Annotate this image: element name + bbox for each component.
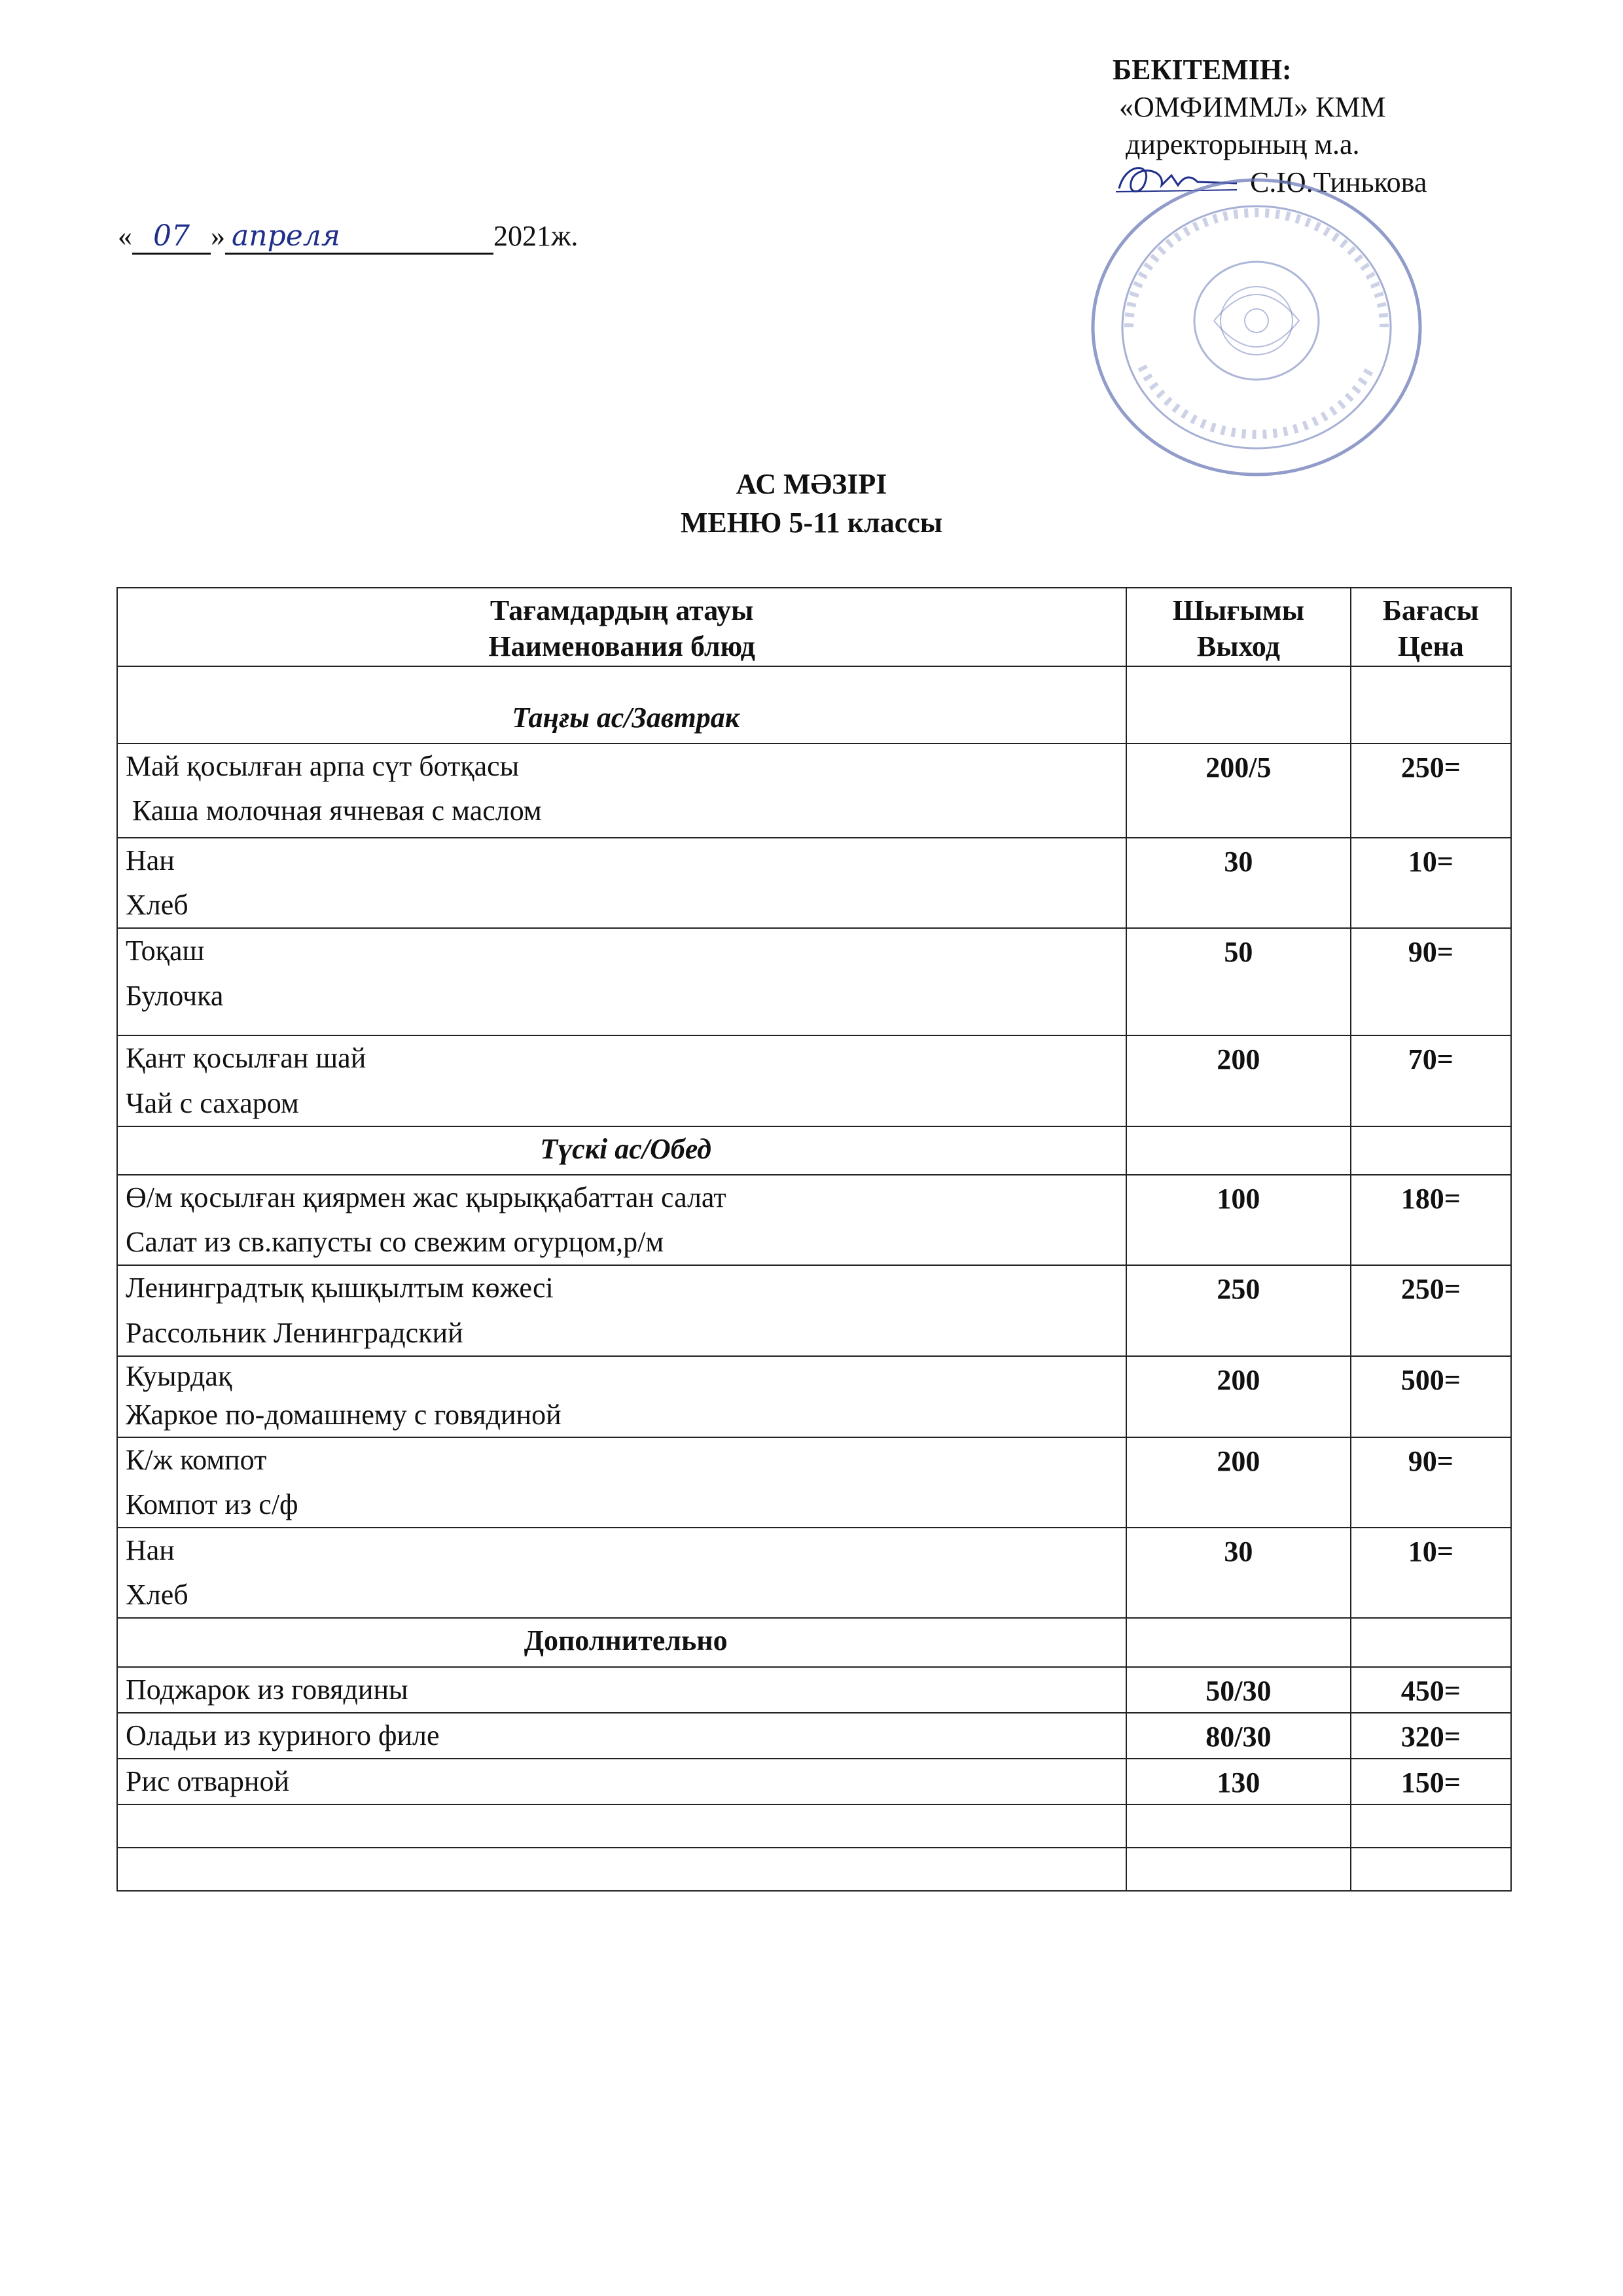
menu-table	[116, 587, 1512, 1892]
table-row-empty	[117, 1804, 1511, 1848]
approver-name: С.Ю.Тинькова	[1250, 166, 1427, 198]
dish-price: 250=	[1351, 744, 1511, 838]
header-price-ru: Цена	[1397, 630, 1464, 662]
dish-yield: 30	[1126, 838, 1350, 928]
dish-ru: Салат из св.капусты со свежим огурцом,р/м	[126, 1226, 664, 1259]
dish-yield: 130	[1126, 1759, 1350, 1804]
dish-yield: 80/30	[1126, 1713, 1350, 1759]
table-row-empty	[117, 1848, 1511, 1891]
dish-ru: Булочка	[126, 979, 224, 1012]
section-row-breakfast	[117, 666, 1511, 744]
dish-price: 90=	[1351, 928, 1511, 1035]
date-open-quote: «	[118, 220, 132, 252]
dish-kk: Тоқаш	[126, 935, 205, 967]
dish-ru: Каша молочная ячневая с маслом	[132, 795, 542, 827]
header-yield-kk: Шығымы	[1172, 594, 1305, 626]
dish-price: 70=	[1351, 1035, 1511, 1126]
dish-ru: Рис отварной	[126, 1765, 290, 1797]
dish-yield: 200/5	[1126, 744, 1350, 838]
dish-ru: Компот из с/ф	[126, 1488, 298, 1520]
dish-yield: 200	[1126, 1356, 1350, 1437]
date-year: 2021ж.	[493, 220, 579, 252]
dish-kk: Ө/м қосылған қиярмен жас қырыққабаттан салат	[126, 1181, 726, 1213]
table-row	[117, 1759, 1511, 1804]
header-price-kk: Бағасы	[1382, 594, 1479, 626]
table-row	[117, 744, 1511, 838]
section-title: Дополнительно	[117, 1618, 1126, 1666]
dish-yield: 200	[1126, 1035, 1350, 1126]
dish-ru: Хлеб	[126, 1579, 188, 1611]
header-name	[117, 588, 1126, 666]
round-seal-icon	[1083, 170, 1430, 484]
dish-kk: К/ж компот	[126, 1443, 267, 1476]
header-price	[1351, 588, 1511, 666]
table-row	[117, 1265, 1511, 1355]
dish-kk: Нан	[126, 844, 175, 876]
section-row-additional	[117, 1618, 1511, 1666]
dish-price: 150=	[1351, 1759, 1511, 1804]
dish-yield: 50/30	[1126, 1667, 1350, 1713]
header-yield-ru: Выход	[1196, 630, 1280, 662]
dish-price: 90=	[1351, 1437, 1511, 1528]
table-row	[117, 1713, 1511, 1759]
dish-yield: 250	[1126, 1265, 1350, 1355]
table-row	[117, 838, 1511, 928]
document-title	[0, 465, 1623, 543]
header-name-ru: Наименования блюд	[488, 630, 755, 662]
dish-price: 10=	[1351, 1528, 1511, 1618]
dish-yield: 50	[1126, 928, 1350, 1035]
dish-kk: Ленинградтық қышқылтым көжесі	[126, 1272, 554, 1304]
dish-price: 450=	[1351, 1667, 1511, 1713]
header-yield	[1126, 588, 1350, 666]
table-row	[117, 1667, 1511, 1713]
approval-role: директорының м.а.	[1126, 128, 1360, 161]
dish-price: 320=	[1351, 1713, 1511, 1759]
document-date	[118, 219, 578, 255]
dish-yield: 200	[1126, 1437, 1350, 1528]
date-month: апреля	[225, 219, 493, 255]
title-kk: АС МӘЗІРІ	[736, 468, 887, 500]
table-row	[117, 1035, 1511, 1126]
dish-price: 10=	[1351, 838, 1511, 928]
dish-price: 180=	[1351, 1175, 1511, 1265]
table-header-row	[117, 588, 1511, 666]
table-row	[117, 1175, 1511, 1265]
dish-yield: 30	[1126, 1528, 1350, 1618]
dish-ru: Рассольник Ленинградский	[126, 1316, 463, 1349]
table-row	[117, 1437, 1511, 1528]
table-row	[117, 928, 1511, 1035]
dish-ru: Оладьи из куриного филе	[126, 1719, 440, 1751]
section-title: Таңғы ас/Завтрак	[117, 666, 1126, 744]
dish-price: 250=	[1351, 1265, 1511, 1355]
dish-kk: Май қосылған арпа сүт ботқасы	[126, 750, 520, 782]
date-day: 07	[132, 219, 211, 255]
approval-heading: БЕКІТЕМІН:	[1113, 54, 1292, 86]
dish-price: 500=	[1351, 1356, 1511, 1437]
date-close-quote: »	[211, 220, 225, 252]
dish-kk: Нан	[126, 1534, 175, 1567]
section-title: Түскі ас/Обед	[117, 1126, 1126, 1175]
section-row-lunch	[117, 1126, 1511, 1175]
table-row	[117, 1528, 1511, 1618]
table-row	[117, 1356, 1511, 1437]
header-name-kk: Тағамдардың атауы	[490, 594, 754, 626]
dish-kk: Қант қосылған шай	[126, 1042, 366, 1075]
dish-ru: Хлеб	[126, 889, 188, 922]
dish-ru: Поджарок из говядины	[126, 1673, 408, 1706]
title-ru: МЕНЮ 5-11 классы	[680, 507, 943, 539]
approval-org: «ОМФИММЛ» КММ	[1119, 91, 1386, 124]
dish-ru: Жаркое по-домашнему с говядиной	[126, 1399, 562, 1431]
dish-kk: Куырдақ	[126, 1359, 232, 1392]
dish-yield: 100	[1126, 1175, 1350, 1265]
dish-ru: Чай с сахаром	[126, 1086, 299, 1119]
